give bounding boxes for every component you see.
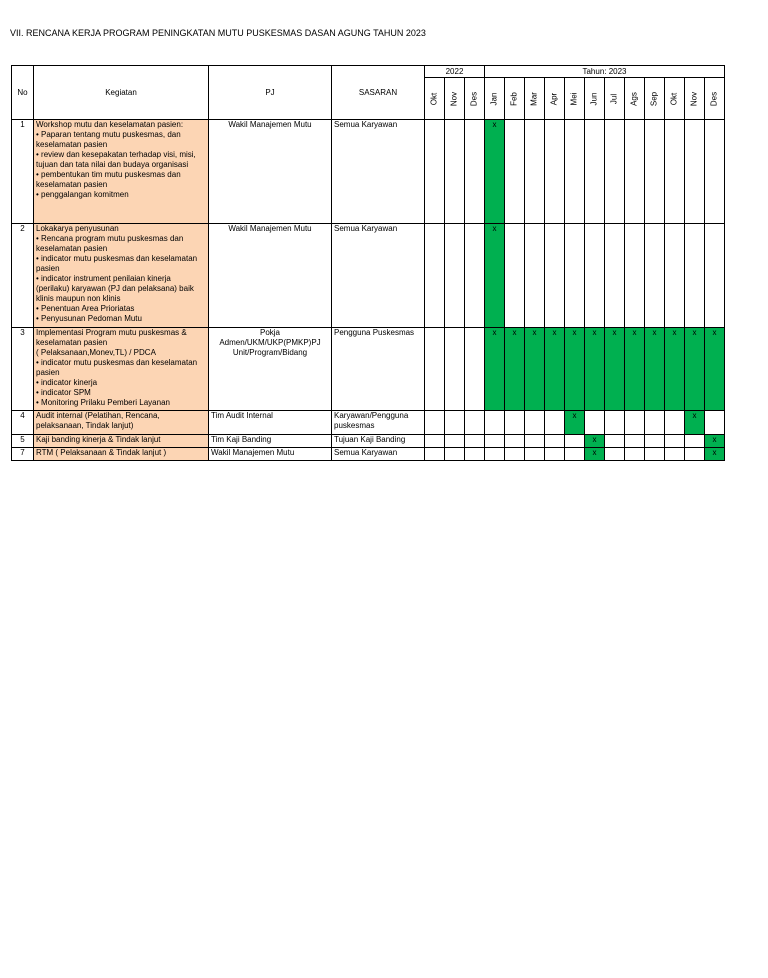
schedule-cell: [705, 224, 725, 328]
month-header: [685, 78, 705, 120]
month-label: Ags: [629, 91, 639, 106]
table-row: [12, 328, 725, 411]
pj-cell: Wakil Manajemen Mutu: [209, 224, 332, 328]
schedule-cell: [625, 224, 645, 328]
month-label: Jul: [609, 93, 619, 104]
activity-line: • Rencana program mutu puskesmas dan keselamatan pasien: [36, 234, 184, 253]
schedule-cell: [445, 224, 465, 328]
month-label: Des: [709, 91, 719, 106]
table-row: [12, 411, 725, 435]
schedule-cell: [605, 448, 625, 461]
header-sasaran: SASARAN: [332, 66, 425, 120]
month-label: Okt: [429, 92, 439, 105]
activity-line: Implementasi Program mutu puskesmas & keselamatan pasien: [36, 328, 187, 347]
row-number: 7: [12, 448, 34, 461]
schedule-cell: [665, 224, 685, 328]
sasaran-cell: Semua Karyawan: [332, 224, 425, 328]
month-label: Apr: [549, 92, 559, 105]
month-header: [485, 78, 505, 120]
schedule-cell: [625, 435, 645, 448]
schedule-cell: [525, 411, 545, 435]
schedule-cell: [585, 411, 605, 435]
activity-line: Kaji banding kinerja & Tindak lanjut: [36, 435, 161, 444]
month-header: [445, 78, 465, 120]
schedule-mark: x: [705, 435, 725, 448]
schedule-mark: x: [645, 328, 665, 411]
activity-cell: [34, 120, 209, 224]
table-row: [12, 224, 725, 328]
activity-cell: [34, 411, 209, 435]
schedule-cell: [505, 224, 525, 328]
schedule-cell: [705, 120, 725, 224]
activity-line: • Paparan tentang mutu puskesmas, dan keselamatan pasien: [36, 130, 181, 149]
activity-line: • Monitoring Prilaku Pemberi Layanan: [36, 398, 170, 407]
row-number: 5: [12, 435, 34, 448]
schedule-cell: [485, 435, 505, 448]
table-header: [12, 66, 725, 120]
schedule-cell: [705, 411, 725, 435]
month-header: [425, 78, 445, 120]
activity-line: • indicator SPM: [36, 388, 91, 397]
activity-line: • pembentukan tim mutu puskesmas dan keselamatan pasien: [36, 170, 181, 189]
schedule-cell: [685, 224, 705, 328]
table-row: [12, 435, 725, 448]
schedule-cell: [585, 224, 605, 328]
pj-cell: Pokja Admen/UKM/UKP(PMKP)PJ Unit/Program/Bidang: [209, 328, 332, 411]
schedule-cell: [605, 435, 625, 448]
schedule-mark: x: [665, 328, 685, 411]
schedule-cell: [545, 120, 565, 224]
month-header: [585, 78, 605, 120]
schedule-cell: [485, 448, 505, 461]
schedule-cell: [545, 411, 565, 435]
schedule-cell: [425, 435, 445, 448]
month-label: Jan: [489, 92, 499, 105]
schedule-cell: [685, 120, 705, 224]
activity-line: Audit internal (Pelatihan, Rencana, pelaksanaan, Tindak lanjut): [36, 411, 160, 430]
schedule-cell: [525, 224, 545, 328]
schedule-mark: x: [545, 328, 565, 411]
pj-cell: Wakil Manajemen Mutu: [209, 448, 332, 461]
schedule-mark: x: [485, 328, 505, 411]
schedule-cell: [445, 328, 465, 411]
row-number: 4: [12, 411, 34, 435]
schedule-cell: [645, 411, 665, 435]
schedule-cell: [665, 120, 685, 224]
table-row: [12, 120, 725, 224]
month-label: Mar: [529, 91, 539, 106]
schedule-cell: [505, 448, 525, 461]
month-header: [625, 78, 645, 120]
schedule-mark: x: [585, 435, 605, 448]
schedule-mark: x: [625, 328, 645, 411]
table-body: [12, 120, 725, 461]
schedule-cell: [465, 328, 485, 411]
header-year-2022: 2022: [425, 66, 485, 78]
schedule-cell: [485, 411, 505, 435]
schedule-cell: [465, 224, 485, 328]
schedule-cell: [545, 448, 565, 461]
month-label: Sep: [649, 91, 659, 106]
schedule-cell: [565, 224, 585, 328]
month-label: Okt: [669, 92, 679, 105]
schedule-cell: [645, 224, 665, 328]
schedule-cell: [685, 435, 705, 448]
schedule-cell: [445, 448, 465, 461]
activity-line: • review dan kesepakatan terhadap visi, misi, tujuan dan tata nilai dan budaya organisasi: [36, 150, 196, 169]
month-header: [465, 78, 485, 120]
schedule-cell: [425, 120, 445, 224]
activity-line: • Penyusunan Pedoman Mutu: [36, 314, 142, 323]
header-no: No: [12, 66, 34, 120]
schedule-cell: [465, 411, 485, 435]
schedule-cell: [605, 224, 625, 328]
activity-line: • penggalangan komitmen: [36, 190, 129, 199]
activity-line: • Penentuan Area Prioriatas: [36, 304, 135, 313]
schedule-cell: [565, 120, 585, 224]
schedule-cell: [565, 448, 585, 461]
schedule-cell: [625, 448, 645, 461]
month-header: [645, 78, 665, 120]
sasaran-cell: Pengguna Puskesmas: [332, 328, 425, 411]
schedule-cell: [465, 435, 485, 448]
schedule-mark: x: [565, 328, 585, 411]
month-header: [505, 78, 525, 120]
month-label: Des: [469, 91, 479, 106]
sasaran-cell: Karyawan/Pengguna puskesmas: [332, 411, 425, 435]
month-label: Nov: [689, 91, 699, 106]
schedule-cell: [465, 120, 485, 224]
schedule-cell: [565, 435, 585, 448]
schedule-cell: [465, 448, 485, 461]
month-label: Mei: [569, 92, 579, 105]
sasaran-cell: Semua Karyawan: [332, 448, 425, 461]
schedule-mark: x: [565, 411, 585, 435]
schedule-cell: [425, 224, 445, 328]
activity-cell: [34, 435, 209, 448]
schedule-mark: x: [585, 328, 605, 411]
schedule-cell: [445, 120, 465, 224]
schedule-cell: [505, 120, 525, 224]
schedule-cell: [425, 448, 445, 461]
schedule-cell: [505, 411, 525, 435]
schedule-mark: x: [685, 328, 705, 411]
schedule-cell: [665, 448, 685, 461]
month-header: [705, 78, 725, 120]
schedule-cell: [645, 120, 665, 224]
schedule-cell: [505, 435, 525, 448]
schedule-cell: [665, 435, 685, 448]
month-label: Jun: [589, 92, 599, 105]
schedule-mark: x: [605, 328, 625, 411]
schedule-cell: [605, 411, 625, 435]
schedule-mark: x: [485, 224, 505, 328]
row-number: 2: [12, 224, 34, 328]
schedule-cell: [445, 435, 465, 448]
schedule-cell: [665, 411, 685, 435]
schedule-mark: x: [505, 328, 525, 411]
row-number: 3: [12, 328, 34, 411]
schedule-mark: x: [525, 328, 545, 411]
schedule-cell: [685, 448, 705, 461]
month-label: Feb: [509, 91, 519, 106]
row-number: 1: [12, 120, 34, 224]
header-kegiatan: Kegiatan: [34, 66, 209, 120]
schedule-mark: x: [705, 448, 725, 461]
activity-line: RTM ( Pelaksanaan & Tindak lanjut ): [36, 448, 167, 457]
schedule-cell: [525, 120, 545, 224]
month-header: [545, 78, 565, 120]
month-header: [525, 78, 545, 120]
activity-line: • indicator instrument penilaian kinerja (perilaku) karyawan (PJ dan pelaksana) baik klinis maupun non klinis: [36, 274, 194, 303]
pj-cell: Wakil Manajemen Mutu: [209, 120, 332, 224]
table-row: [12, 448, 725, 461]
schedule-mark: x: [485, 120, 505, 224]
schedule-cell: [625, 120, 645, 224]
schedule-cell: [525, 448, 545, 461]
sasaran-cell: Semua Karyawan: [332, 120, 425, 224]
schedule-cell: [445, 411, 465, 435]
schedule-cell: [545, 224, 565, 328]
schedule-mark: x: [705, 328, 725, 411]
activity-cell: [34, 448, 209, 461]
schedule-cell: [545, 435, 565, 448]
activity-line: ( Pelaksanaan,Monev,TL) / PDCA: [36, 348, 156, 357]
schedule-cell: [645, 448, 665, 461]
activity-cell: [34, 224, 209, 328]
schedule-mark: x: [585, 448, 605, 461]
header-year-2023: Tahun: 2023: [485, 66, 725, 78]
month-header: [665, 78, 685, 120]
schedule-cell: [425, 328, 445, 411]
schedule-cell: [585, 120, 605, 224]
document-title: VII. RENCANA KERJA PROGRAM PENINGKATAN MUTU PUSKESMAS DASAN AGUNG TAHUN 2023: [10, 28, 426, 38]
activity-line: Lokakarya penyusunan: [36, 224, 119, 233]
schedule-cell: [645, 435, 665, 448]
schedule-cell: [625, 411, 645, 435]
work-plan-table: [11, 65, 725, 461]
schedule-cell: [605, 120, 625, 224]
schedule-cell: [525, 435, 545, 448]
schedule-cell: [425, 411, 445, 435]
activity-cell: [34, 328, 209, 411]
schedule-mark: x: [685, 411, 705, 435]
pj-cell: Tim Kaji Banding: [209, 435, 332, 448]
month-header: [605, 78, 625, 120]
pj-cell: Tim Audit Internal: [209, 411, 332, 435]
sasaran-cell: Tujuan Kaji Banding: [332, 435, 425, 448]
activity-line: • indicator mutu puskesmas dan keselamatan pasien: [36, 358, 198, 377]
activity-line: • indicator kinerja: [36, 378, 98, 387]
activity-line: • indicator mutu puskesmas dan keselamatan pasien: [36, 254, 198, 273]
header-pj: PJ: [209, 66, 332, 120]
activity-line: Workshop mutu dan keselamatan pasien:: [36, 120, 184, 129]
month-header: [565, 78, 585, 120]
month-label: Nov: [449, 91, 459, 106]
